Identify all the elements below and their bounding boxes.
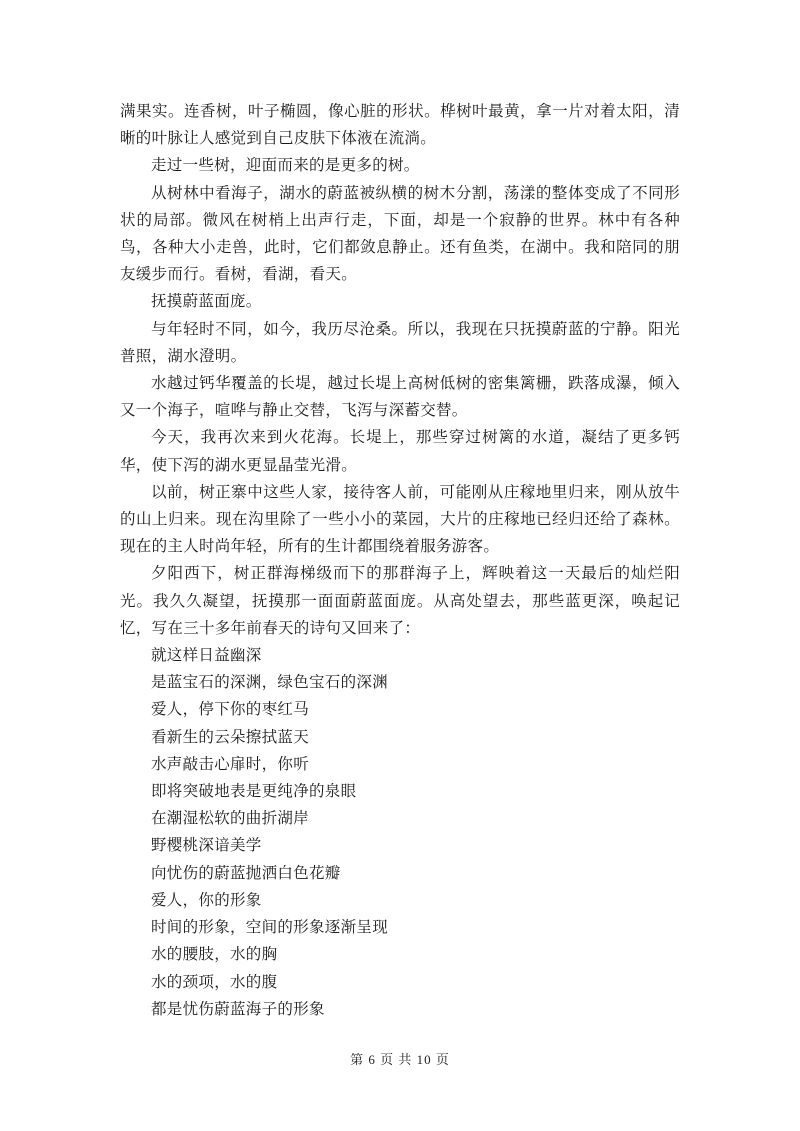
paragraph: 水越过钙华覆盖的长堤，越过长堤上高树低树的密集篱栅，跌落成瀑，倾入又一个海子，喧哗与静止交替，飞泻与深蓄交替。 — [120, 374, 680, 420]
paragraph: 以前，树正寨中这些人家，接待客人前，可能刚从庄稼地里归来，刚从放牛的山上归来。现在沟里除了一些小小的菜园，大片的庄稼地已经归还给了森林。现在的主人时尚年轻，所有的生计都围绕着服务游客。 — [120, 482, 680, 556]
poem-line: 水的颈项，水的腹 — [151, 972, 278, 991]
poem-line: 爱人，你的形象 — [151, 890, 262, 909]
paragraph: 抚摸蔚蓝面庞。 — [151, 292, 262, 311]
poem-line: 就这样日益幽深 — [151, 646, 262, 665]
paragraph: 今天，我再次来到火花海。长堤上，那些穿过树篱的水道，凝结了更多钙华，使下泻的湖水更显晶莹光滑。 — [120, 428, 680, 474]
page-number-footer: 第 6 页 共 10 页 — [350, 1052, 450, 1067]
poem-line: 即将突破地表是更纯净的泉眼 — [151, 782, 357, 801]
paragraph: 从树林中看海子，湖水的蔚蓝被纵横的树木分割，荡漾的整体变成了不同形状的局部。微风在树梢上出声行走，下面，却是一个寂静的世界。林中有各种鸟，各种大小走兽，此时，它们都敛息静止。还有鱼类，在湖中。我和陪同的朋友缓步而行。看树，看湖，看天。 — [120, 183, 680, 284]
document-body — [120, 98, 680, 1023]
paragraph: 夕阳西下，树正群海梯级而下的那群海子上，辉映着这一天最后的灿烂阳光。我久久凝望，抚摸那一面面蔚蓝面庞。从高处望去，那些蓝更深，唤起记忆，写在三十多年前春天的诗句又回来了： — [120, 564, 680, 637]
paragraph: 与年轻时不同，如今，我历尽沧桑。所以，我现在只抚摸蔚蓝的宁静。阳光普照，湖水澄明。 — [120, 319, 680, 365]
poem-line: 向忧伤的蔚蓝抛洒白色花瓣 — [151, 863, 341, 882]
poem-line: 都是忧伤蔚蓝海子的形象 — [151, 999, 325, 1018]
poem-line: 野樱桃深谙美学 — [151, 836, 262, 855]
poem — [120, 642, 680, 1023]
poem-line: 爱人，停下你的枣红马 — [151, 700, 310, 719]
poem-line: 水的腰肢，水的胸 — [151, 945, 278, 964]
poem-line: 在潮湿松软的曲折湖岸 — [151, 809, 310, 828]
poem-line: 是蓝宝石的深渊，绿色宝石的深渊 — [151, 673, 389, 692]
poem-line: 时间的形象，空间的形象逐渐呈现 — [151, 918, 389, 937]
poem-line: 看新生的云朵擦拭蓝天 — [151, 727, 310, 746]
poem-line: 水声敲击心扉时，你听 — [151, 754, 310, 773]
paragraph: 满果实。连香树，叶子椭圆，像心脏的形状。桦树叶最黄，拿一片对着太阳，清晰的叶脉让人感觉到自己皮肤下体液在流淌。 — [120, 102, 680, 148]
paragraph: 走过一些树，迎面而来的是更多的树。 — [151, 156, 420, 175]
